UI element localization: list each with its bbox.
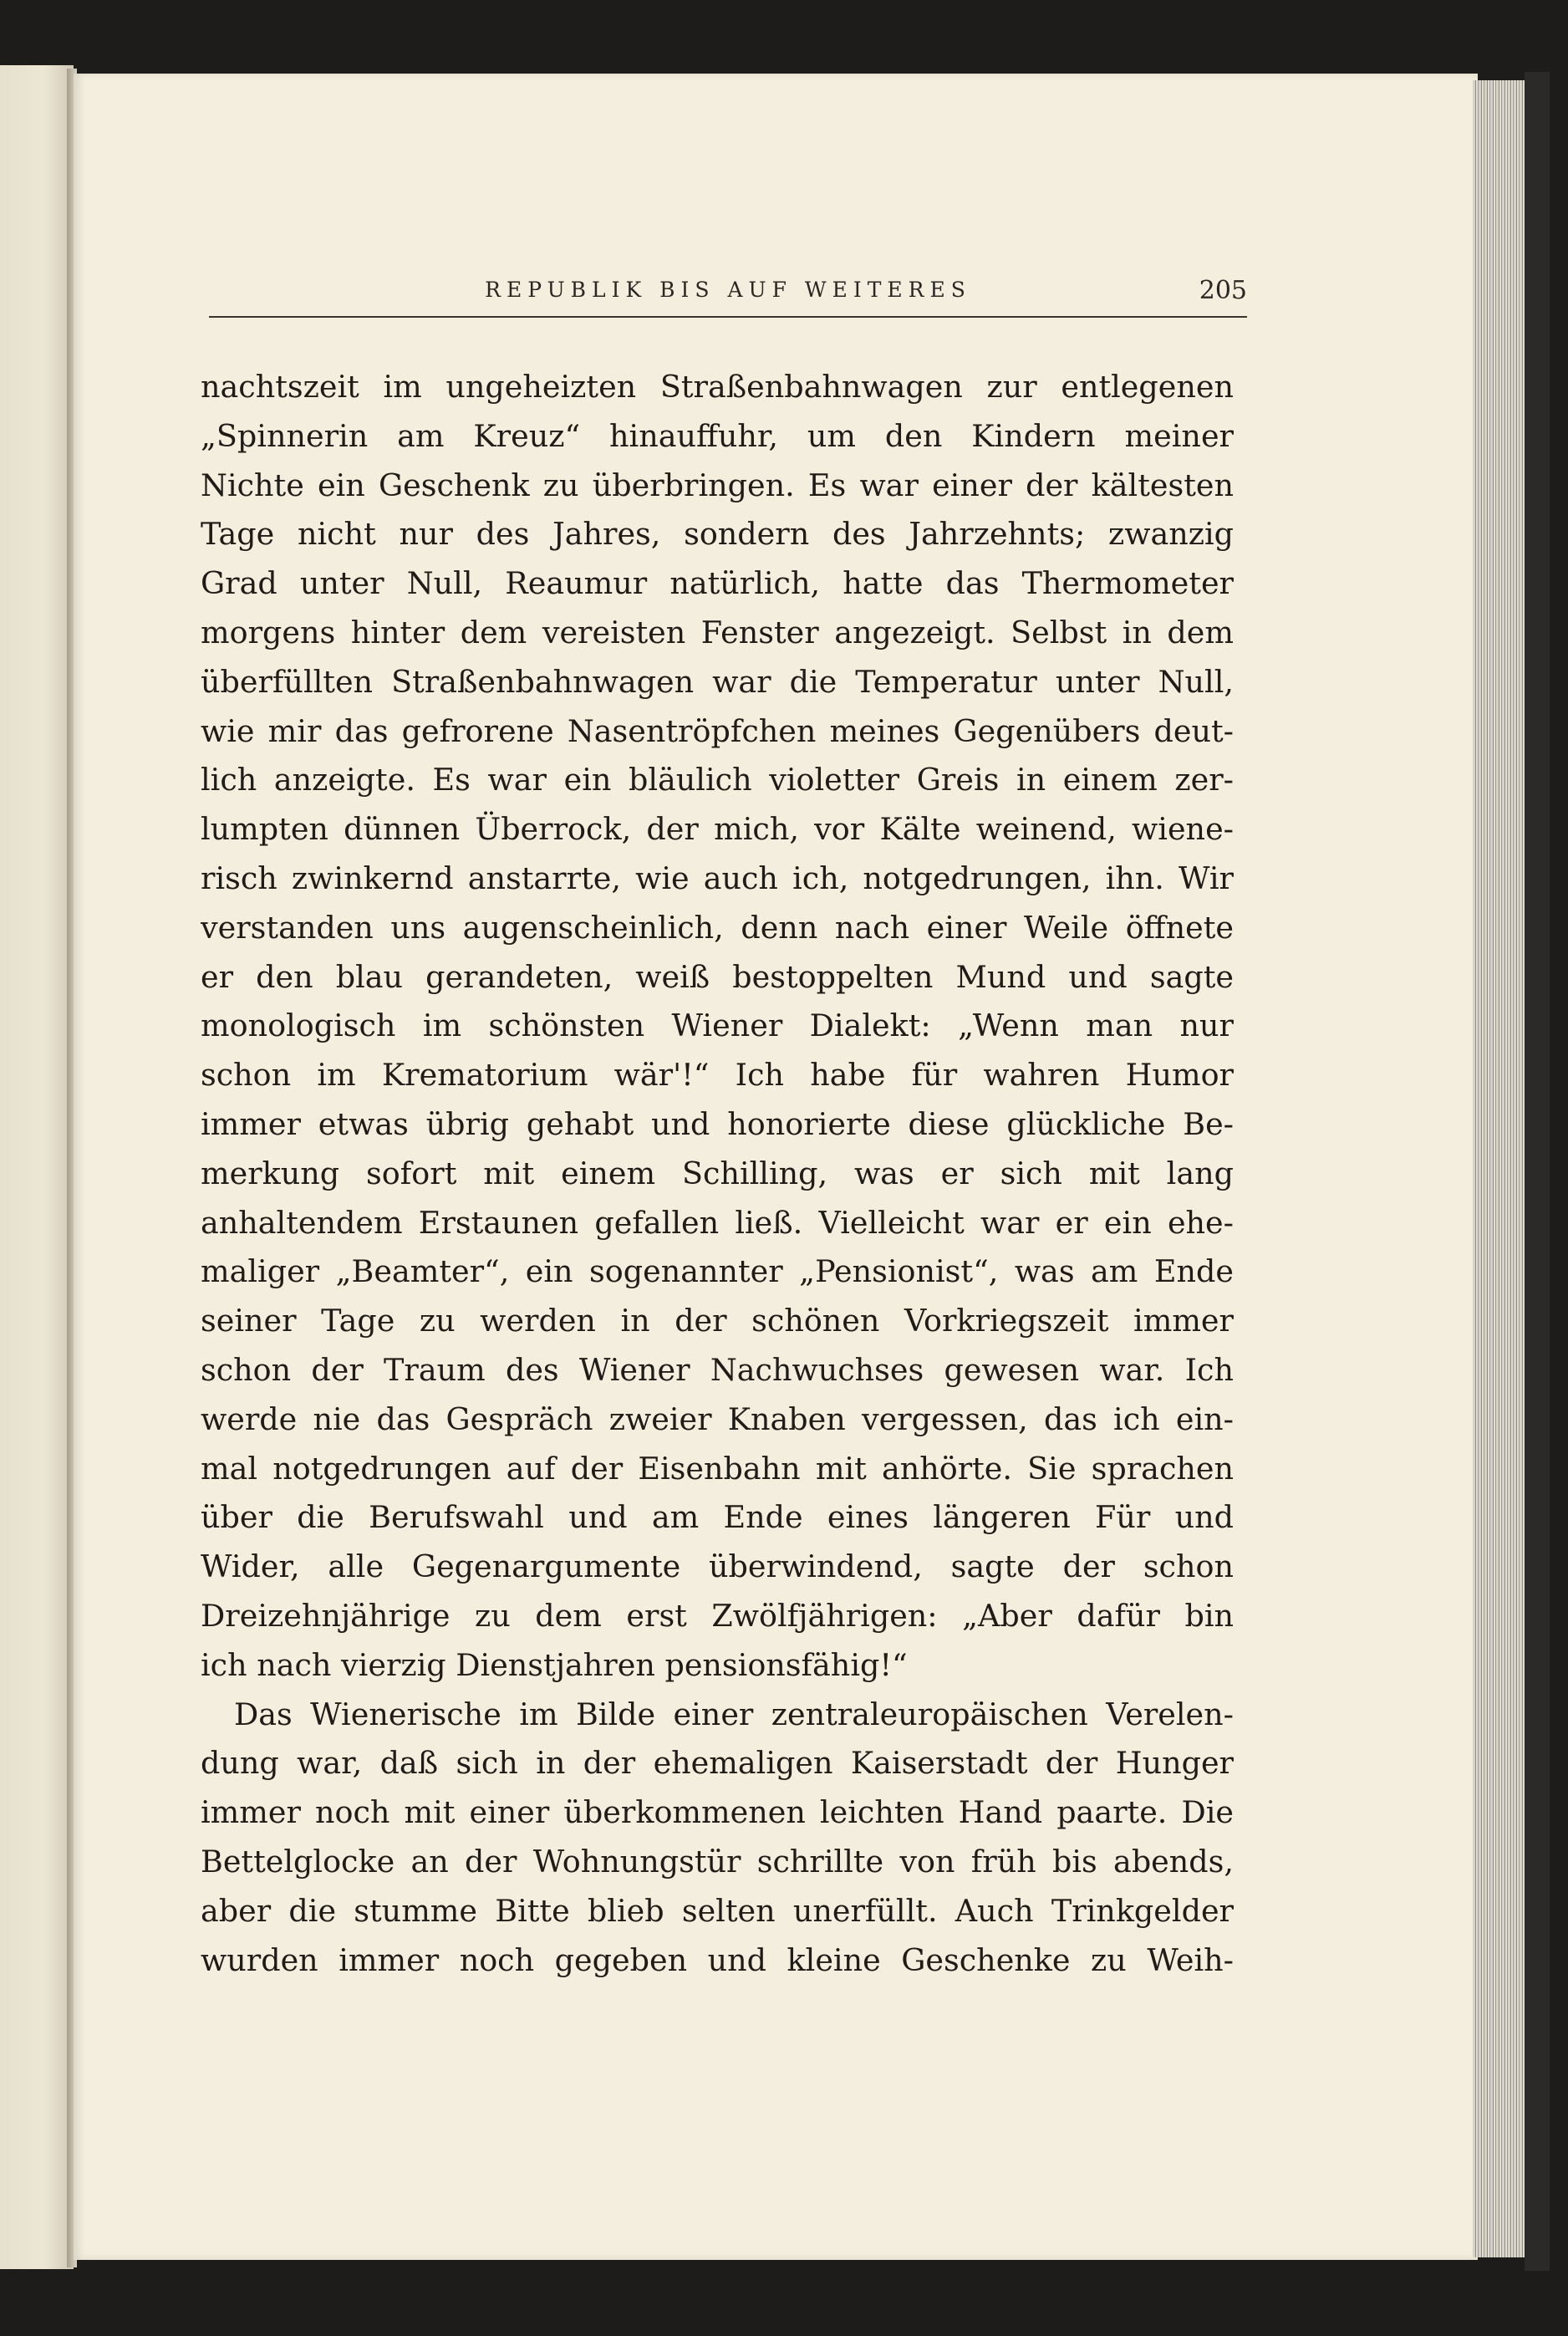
text-line: er den blau gerandeten, weiß bestoppelten Mund und sagte	[201, 958, 1234, 995]
text-line: wurden immer noch gegeben und kleine Geschenke zu Weih-	[201, 1941, 1234, 1978]
running-head	[209, 276, 1247, 313]
text-line: überfüllten Straßenbahnwagen war die Temperatur unter Null,	[201, 663, 1234, 700]
text-line: wie mir das gefrorene Nasentröpfchen meines Gegenübers deut-	[201, 712, 1234, 749]
header-rule	[209, 316, 1247, 318]
text-line: Nichte ein Geschenk zu überbringen. Es war einer der kältesten	[201, 467, 1234, 503]
text-line: morgens hinter dem vereisten Fenster angezeigt. Selbst in dem	[201, 614, 1234, 650]
book-cover-edge	[1525, 72, 1550, 2271]
text-line: „Spinnerin am Kreuz“ hinauffuhr, um den Kindern meiner	[201, 417, 1234, 454]
text-line: werde nie das Gespräch zweier Knaben vergessen, das ich ein-	[201, 1400, 1234, 1437]
text-line: lumpten dünnen Überrock, der mich, vor Kälte weinend, wiene-	[201, 811, 1234, 848]
text-line: Wider, alle Gegenargumente überwindend, sagte der schon	[201, 1548, 1234, 1585]
text-line: merkung sofort mit einem Schilling, was er sich mit lang	[201, 1155, 1234, 1191]
page-number: 205	[1199, 276, 1247, 305]
text-line: schon im Krematorium wär'!“ Ich habe für wahren Humor	[201, 1057, 1234, 1094]
text-line: mal notgedrungen auf der Eisenbahn mit anhörte. Sie sprachen	[201, 1450, 1234, 1487]
text-line: Das Wienerische im Bilde einer zentraleuropäischen Verelen-	[234, 1696, 1234, 1732]
text-line: dung war, daß sich in der ehemaligen Kaiserstadt der Hunger	[201, 1745, 1234, 1782]
text-line: über die Berufswahl und am Ende eines längeren Für und	[201, 1499, 1234, 1536]
text-line: Tage nicht nur des Jahres, sondern des Jahrzehnts; zwanzig	[201, 516, 1234, 553]
text-line: Grad unter Null, Reaumur natürlich, hatte das Thermometer	[201, 565, 1234, 602]
left-page-edge	[0, 65, 74, 2269]
text-line: schon der Traum des Wiener Nachwuchses gewesen war. Ich	[201, 1351, 1234, 1388]
running-head-title: REPUBLIK BIS AUF WEITERES	[485, 278, 971, 302]
text-line: immer noch mit einer überkommenen leichten Hand paarte. Die	[201, 1794, 1234, 1831]
page-edges	[1473, 80, 1525, 2257]
text-line: monologisch im schönsten Wiener Dialekt: „Wenn man nur	[201, 1007, 1234, 1044]
text-line: anhaltendem Erstaunen gefallen ließ. Vielleicht war er ein ehe-	[201, 1204, 1234, 1241]
text-line: lich anzeigte. Es war ein bläulich violetter Greis in einem zer-	[201, 762, 1234, 798]
text-line: aber die stumme Bitte blieb selten unerfüllt. Auch Trinkgelder	[201, 1892, 1234, 1929]
text-line: maliger „Beamter“, ein sogenannter „Pensionist“, was am Ende	[201, 1253, 1234, 1290]
text-line: verstanden uns augenscheinlich, denn nach einer Weile öffnete	[201, 909, 1234, 946]
text-line: risch zwinkernd anstarrte, wie auch ich, notgedrungen, ihn. Wir	[201, 859, 1234, 896]
text-line: Dreizehnjährige zu dem erst Zwölfjährigen: „Aber dafür bin	[201, 1597, 1234, 1634]
text-line: Bettelglocke an der Wohnungstür schrillte von früh bis abends,	[201, 1843, 1234, 1880]
text-line: seiner Tage zu werden in der schönen Vorkriegszeit immer	[201, 1303, 1234, 1339]
text-line: nachtszeit im ungeheizten Straßenbahnwagen zur entlegenen	[201, 369, 1234, 405]
text-line-last: ich nach vierzig Dienstjahren pensionsfähig!“	[201, 1646, 908, 1683]
text-line: immer etwas übrig gehabt und honorierte diese glückliche Be-	[201, 1105, 1234, 1142]
body-text	[201, 363, 1234, 1985]
